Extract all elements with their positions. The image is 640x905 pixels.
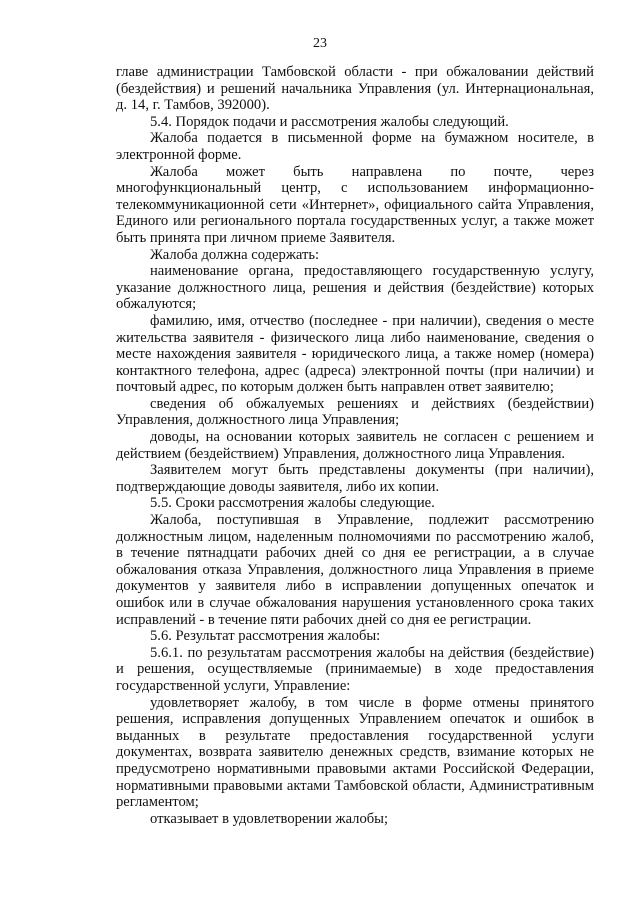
- paragraph: Жалоба подается в письменной форме на бумажном носителе, в электронной форме.: [116, 130, 594, 163]
- paragraph: доводы, на основании которых заявитель не согласен с решением и действием (бездействием) Управления, должностного лица Управления.: [116, 429, 594, 462]
- page-number: 23: [313, 36, 327, 51]
- paragraph: 5.6. Результат рассмотрения жалобы:: [150, 628, 381, 645]
- paragraph: отказывает в удовлетворении жалобы;: [150, 810, 389, 827]
- paragraph: Заявителем могут быть представлены документы (при наличии), подтверждающие доводы заявителя, либо их копии.: [116, 462, 594, 495]
- paragraph: сведения об обжалуемых решениях и действиях (бездействии) Управления, должностного лица Управления;: [116, 395, 594, 429]
- paragraph: Жалоба может быть направлена по почте, через многофункциональный центр, с использованием информационно-телекоммуникационной сети «Интернет», официального сайта Управления, Единого или регионального портала государственных услуг, а также может быть принята при личном приеме Заявителя.: [116, 163, 594, 246]
- paragraph: 5.6.1. по результатам рассмотрения жалобы на действия (бездействие) и решения, осуществляемые (принимаемые) в ходе предоставления государственной услуги, Управление:: [116, 644, 594, 694]
- paragraph: Жалоба должна содержать:: [150, 246, 320, 263]
- paragraph: наименование органа, предоставляющего государственную услугу, указание должностного лица, решения и действия (бездействие) которых обжалуются;: [116, 263, 594, 313]
- paragraph: Жалоба, поступившая в Управление, подлежит рассмотрению должностным лицом, наделенным полномочиями по рассмотрению жалоб, в течение пятнадцати рабочих дней со дня ее регистрации, а в случае обжалования отказа Управления, должностного лица Управления в приеме документов у заявителя либо в исправлении допущенных опечаток и ошибок или в случае обжалования нарушения установленного срока таких исправлений - в течение пяти рабочих дней со дня ее регистрации.: [116, 512, 594, 628]
- paragraph: главе администрации Тамбовской области - при обжаловании действий (бездействия) и решений начальника Управления (ул. Интернациональная, д. 14, г. Тамбов, 392000).: [116, 64, 594, 114]
- document-body: [116, 64, 594, 827]
- paragraph: удовлетворяет жалобу, в том числе в форме отмены принятого решения, исправления допущенных Управлением опечаток и ошибок в выданных в результате предоставления государственной услуги документах, возврата заявителю денежных средств, взимание которых не предусмотрено нормативными правовыми актами Российской Федерации, нормативными правовыми актами Тамбовской области, Административным регламентом;: [116, 694, 594, 811]
- paragraph: 5.5. Сроки рассмотрения жалобы следующие.: [150, 495, 435, 512]
- paragraph: 5.4. Порядок подачи и рассмотрения жалобы следующий.: [150, 113, 509, 130]
- paragraph: фамилию, имя, отчество (последнее - при наличии), сведения о месте жительства заявителя - физического лица либо наименование, сведения о месте нахождения заявителя - юридического лица, а также номер (номера) контактного телефона, адрес (адреса) электронной почты (при наличии) и почтовый адрес, по которым должен быть направлен ответ заявителю;: [116, 312, 594, 396]
